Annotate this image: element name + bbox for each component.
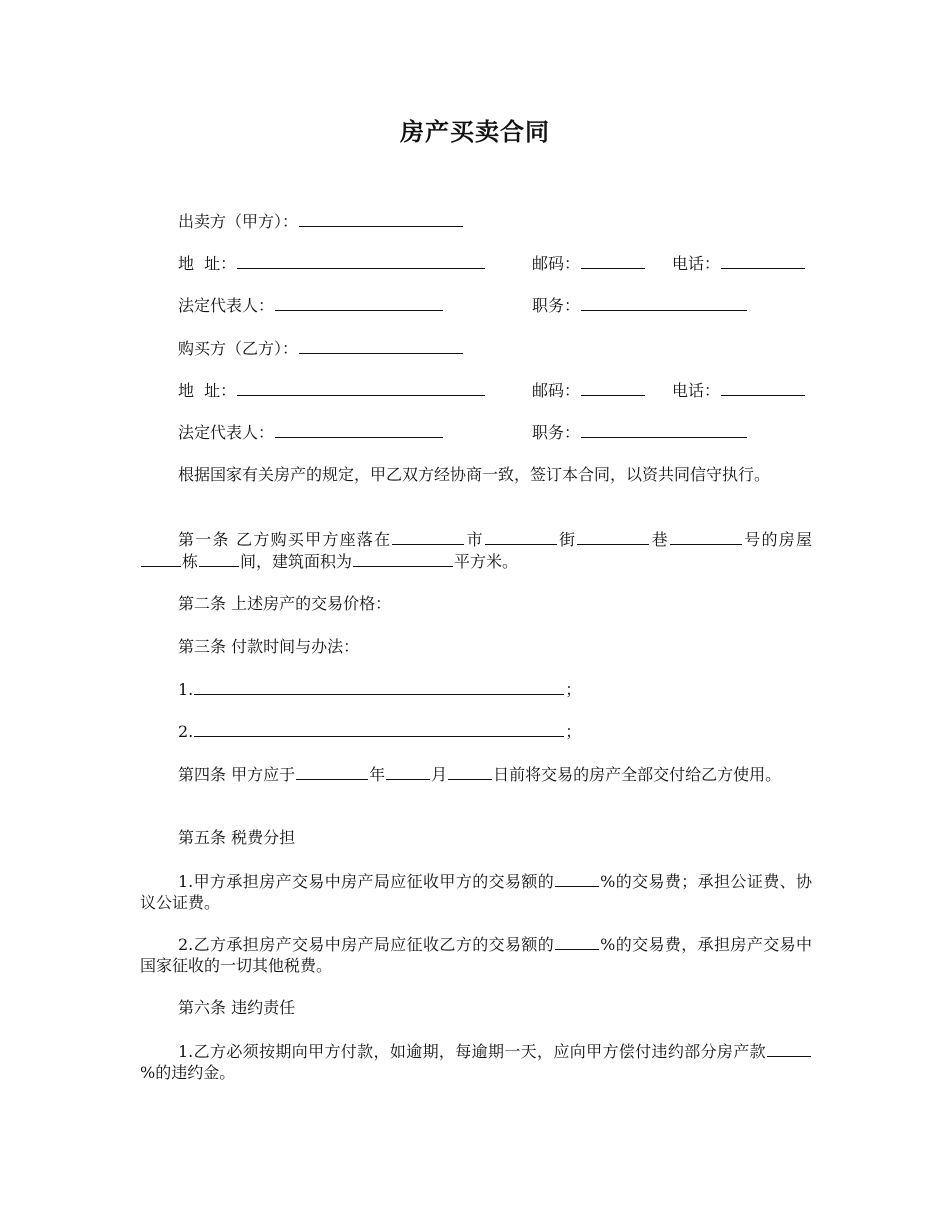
buyer-postcode-row xyxy=(532,379,646,402)
article-1-text-a: 第一条 乙方购买甲方座落在 xyxy=(178,530,392,549)
seller-phone-blank xyxy=(721,252,805,269)
seller-position-label: 职务： xyxy=(532,296,581,315)
intro-paragraph: 根据国家有关房产的规定，甲乙双方经协商一致，签订本合同，以资共同信守执行。 xyxy=(178,465,771,484)
buyer-address-label: 地 址： xyxy=(178,381,237,400)
year-blank xyxy=(296,763,368,780)
article-1-text-d: 巷 xyxy=(650,530,669,549)
article-2: 第二条 上述房产的交易价格： xyxy=(178,594,392,613)
article-1-text-h: 平方米。 xyxy=(454,552,519,571)
seller-rep-row xyxy=(178,294,444,317)
article-5-item-2-text-a: 2.乙方承担房产交易中房产局应征收乙方的交易额的 xyxy=(178,935,555,954)
article-5-item-1-text-a: 1.甲方承担房产交易中房产局应征收甲方的交易额的 xyxy=(178,872,555,891)
buyer-position-label: 职务： xyxy=(532,423,581,442)
room-blank xyxy=(199,550,239,567)
article-6-item-1 xyxy=(140,1040,812,1083)
seller-name-blank xyxy=(299,210,463,227)
seller-postcode-row xyxy=(532,252,646,275)
buyer-position-row xyxy=(532,421,748,444)
article-1-text-f: 栋 xyxy=(182,552,199,571)
seller-address-label: 地 址： xyxy=(178,254,237,273)
article-3: 第三条 付款时间与办法： xyxy=(178,637,360,656)
article-5-item-2 xyxy=(140,933,812,976)
seller-address-row xyxy=(178,252,486,275)
article-6: 第六条 违约责任 xyxy=(178,998,296,1017)
payment-item-1-end: ； xyxy=(565,680,582,699)
payment-item-2-blank xyxy=(194,720,564,737)
article-4-text-d: 日前将交易的房产全部交付给乙方使用。 xyxy=(493,765,782,784)
article-5-item-1-text-b: %的交易费；承担公证费、协议公证费。 xyxy=(140,872,812,912)
article-4-text-b: 年 xyxy=(369,765,386,784)
article-5-item-1 xyxy=(140,870,812,913)
payment-item-2-number: 2. xyxy=(178,722,194,741)
buyer-rep-label: 法定代表人： xyxy=(178,423,275,442)
seller-address-blank xyxy=(237,252,485,269)
buyer-phone-blank xyxy=(721,379,805,396)
number-blank xyxy=(670,528,742,545)
seller-name-row xyxy=(178,210,464,233)
article-1 xyxy=(140,528,812,572)
article-6-item-1-text-a: 1.乙方必须按期向甲方付款，如逾期，每逾期一天，应向甲方偿付违约部分房产款 xyxy=(178,1042,766,1061)
street-blank xyxy=(485,528,557,545)
article-1-text-b: 市 xyxy=(465,530,484,549)
buyer-address-row xyxy=(178,379,486,402)
city-blank xyxy=(392,528,464,545)
buyer-phone-label: 电话： xyxy=(672,381,721,400)
article-4-text-a: 第四条 甲方应于 xyxy=(178,765,296,784)
buyer-name-blank xyxy=(299,337,463,354)
buyer-name-row xyxy=(178,337,464,360)
seller-label: 出卖方（甲方）： xyxy=(178,212,299,231)
article-1-text-c: 街 xyxy=(557,530,577,549)
seller-postcode-label: 邮码： xyxy=(532,254,581,273)
seller-rep-label: 法定代表人： xyxy=(178,296,275,315)
lane-blank xyxy=(577,528,649,545)
buyer-phone-row xyxy=(672,379,806,402)
article-5: 第五条 税费分担 xyxy=(178,828,296,847)
payment-item-2-end: ； xyxy=(565,722,582,741)
payment-item-2 xyxy=(178,720,581,743)
seller-phone-label: 电话： xyxy=(672,254,721,273)
buyer-label: 购买方（乙方）： xyxy=(178,339,299,358)
buyer-rep-blank xyxy=(275,421,443,438)
buyer-position-blank xyxy=(581,421,747,438)
seller-position-blank xyxy=(581,294,747,311)
month-blank xyxy=(386,763,430,780)
buyer-postcode-blank xyxy=(581,379,645,396)
day-blank xyxy=(448,763,492,780)
area-blank xyxy=(353,550,453,567)
article-1-text-g: 间，建筑面积为 xyxy=(240,552,353,571)
seller-position-row xyxy=(532,294,748,317)
article-5-item-2-text-b: %的交易费，承担房产交易中国家征收的一切其他税费。 xyxy=(140,935,812,975)
article-4-text-c: 月 xyxy=(431,765,448,784)
article-1-text-e: 号的房屋 xyxy=(742,530,812,549)
article-4 xyxy=(140,763,812,785)
seller-fee-percent-blank xyxy=(555,870,599,887)
article-6-item-1-text-b: %的违约金。 xyxy=(140,1063,236,1082)
seller-rep-blank xyxy=(275,294,443,311)
seller-postcode-blank xyxy=(581,252,645,269)
payment-item-1-blank xyxy=(194,678,564,695)
document-title: 房产买卖合同 xyxy=(400,118,550,146)
buyer-rep-row xyxy=(178,421,444,444)
buyer-address-blank xyxy=(237,379,485,396)
payment-item-1 xyxy=(178,678,581,701)
seller-phone-row xyxy=(672,252,806,275)
building-blank xyxy=(141,550,181,567)
buyer-fee-percent-blank xyxy=(555,933,599,950)
buyer-postcode-label: 邮码： xyxy=(532,381,581,400)
penalty-percent-blank xyxy=(767,1040,811,1057)
payment-item-1-number: 1. xyxy=(178,680,194,699)
